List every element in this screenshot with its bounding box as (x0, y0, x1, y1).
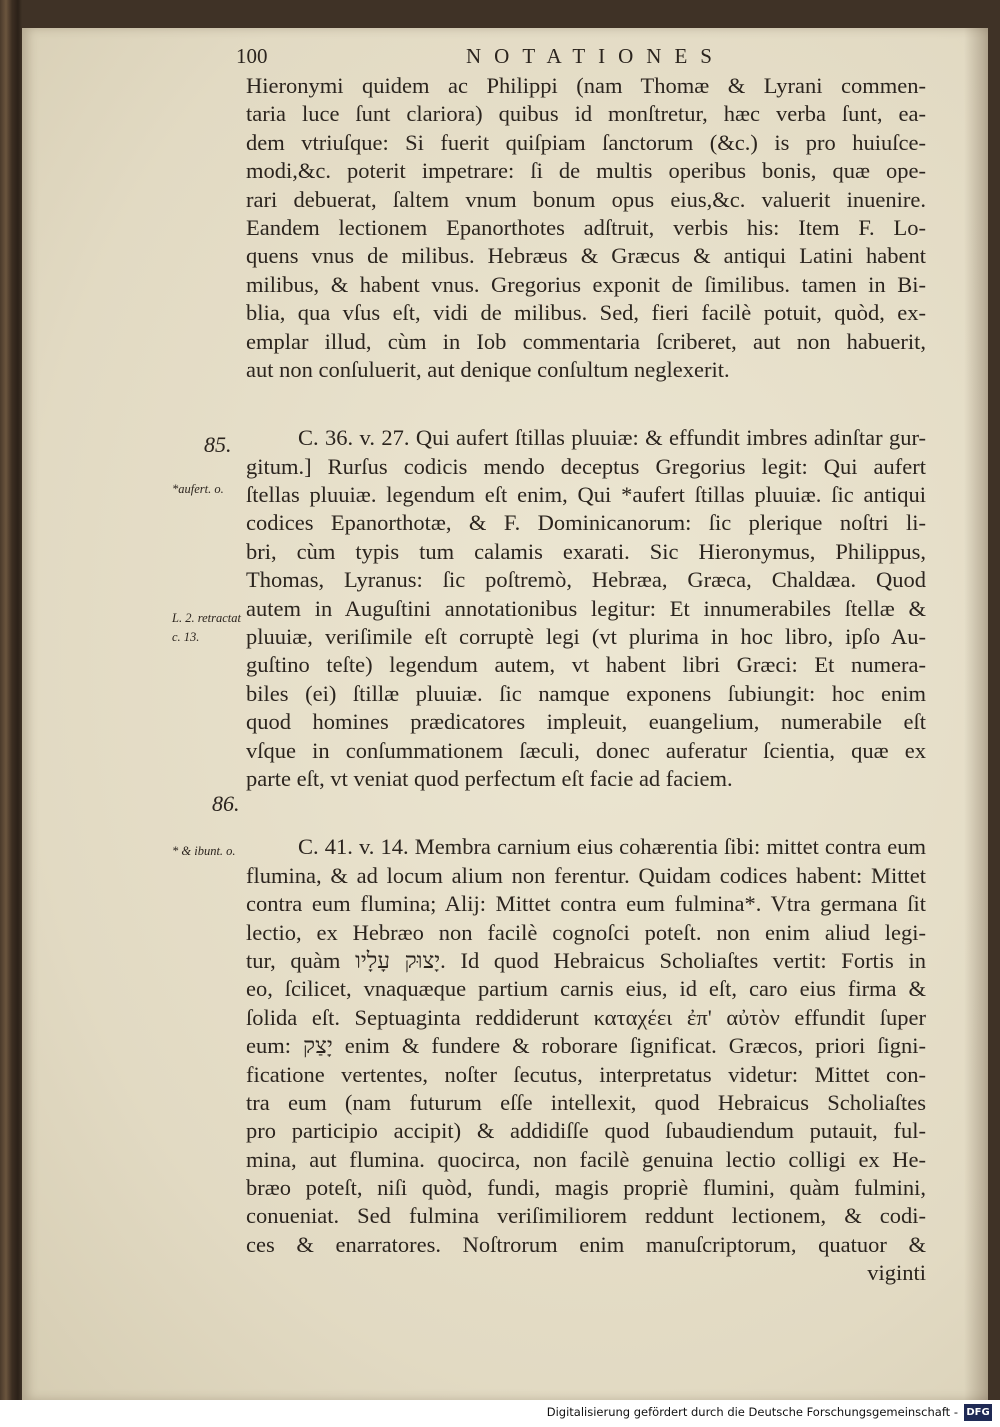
text-line: eo, ſcilicet, vnaquæque partium carnis eius, id eſt, caro eius firma & (246, 976, 926, 1002)
margin-note-85: 85. (204, 432, 232, 457)
margin-note-retractat-chapter: c. 13. (172, 630, 200, 644)
text-line: rari debuerat, ſaltem vnum bonum opus eius,&c. valuerit inuenire. (246, 186, 926, 212)
text-line: aut non conſuluerit, aut denique conſultum neglexerit. (246, 356, 730, 382)
text-line: Thomas, Lyranus: ſic poſtremò, Hebræa, Græca, Chaldæa. Quod (246, 567, 926, 593)
text-line: tur, quàm יָצוּק עָלָיו. Id quod Hebraicus Scholiaſtes vertit: Fortis in (246, 947, 926, 973)
text-line: modi,&c. poterit impetrare: ſi de multis operibus bonis, quæ ope- (246, 158, 926, 184)
text-line: ces & enarratores. Noſtrorum enim manuſcriptorum, quatuor & (246, 1231, 926, 1257)
text-line: parte eſt, vt veniat quod perfectum eſt facie ad faciem. (246, 765, 733, 791)
funding-notice: Digitalisierung gefördert durch die Deutsche Forschungsgemeinschaft - (546, 1405, 958, 1419)
running-title: NOTATIONES (466, 44, 725, 68)
text-line: Hieronymi quidem ac Philippi (nam Thomæ & Lyrani commen- (246, 73, 926, 98)
margin-note-86: 86. (212, 791, 240, 816)
paragraph-1 (246, 72, 926, 384)
text-line: C. 36. v. 27. Qui aufert ſtillas pluuiæ: & effundit imbres adinſtar gur- (298, 425, 926, 451)
margin-note-retractat: L. 2. retractat (172, 611, 241, 625)
text-line: gitum.] Rurſus codicis mendo deceptus Gregorius legit: Qui aufert (246, 453, 926, 479)
text-line: ſtellas pluuiæ. legendum eſt enim, Qui *aufert ſtillas pluuiæ. ſic antiqui (246, 482, 926, 508)
text-line: pluuiæ, veriſimile eſt corruptè legi (vt plurima in hoc libro, ipſo Au- (246, 624, 926, 650)
text-line: flumina, & ad locum alium non ferentur. Quidam codices habent: Mittet (246, 862, 926, 888)
text-line: codices Epanorthotæ, & F. Dominicanorum: ſic plerique noſtri li- (246, 510, 926, 536)
text-line: vſque in conſummationem ſæculi, donec auferatur ſcientia, quæ ex (246, 737, 926, 763)
text-line: bræo poteſt, niſi quòd, fundi, magis propriè flumini, quàm fulmini, (246, 1175, 926, 1201)
margin-note-aufert: *aufert. o. (172, 482, 224, 496)
catchword: viginti (867, 1260, 926, 1286)
text-line: milibus, & habent vnus. Gregorius exponit de ſimilibus. tamen in Bi- (246, 271, 926, 297)
text-line: contra eum flumina; Alij: Mittet contra eum fulmina*. Vtra germana ſit (246, 891, 926, 917)
text-line: quens vnus de milibus. Hebræus & Græcus & antiqui Latini habent (246, 243, 926, 269)
paragraph-2 (246, 424, 926, 793)
body-text (246, 72, 926, 1288)
footer-bar (0, 1400, 1000, 1427)
text-line: lectio, ex Hebræo non facilè cognoſci poteſt. non enim aliud legi- (246, 919, 926, 945)
text-line: conueniat. Sed fulmina veriſimiliorem reddunt lectionem, & codi- (246, 1203, 926, 1229)
page-gutter-shadow (964, 28, 988, 1400)
text-line: dem vtriuſque: Si fuerit quiſpiam ſanctorum (&c.) is pro huiuſce- (246, 129, 926, 155)
text-line: biles (ei) ſtillæ pluuiæ. ſic namque exponens ſubiungit: hoc enim (246, 680, 926, 706)
text-line: tra eum (nam futurum eſſe intellexit, quod Hebraicus Scholiaſtes (246, 1089, 926, 1115)
text-line: bri, cùm typis tum calamis exarati. Sic Hieronymus, Philippus, (246, 538, 926, 564)
text-line: blia, qua vſus eſt, vidi de milibus. Sed, fieri facilè potuit, quòd, ex- (246, 300, 926, 326)
text-line: pro participio accipit) & addidiſſe quod ſubaudiendum putauit, ful- (246, 1118, 926, 1144)
page-number: 100 (236, 44, 268, 68)
text-line: guſtino teſte) legendum autem, vt habent libri Græci: Et numera- (246, 652, 926, 678)
text-line: C. 41. v. 14. Membra carnium eius cohærentia ſibi: mittet contra eum (298, 834, 926, 860)
text-line: emplar illud, cùm in Iob commentaria ſcriberet, aut non habuerit, (246, 328, 926, 354)
text-line: quod homines prædicatores impleuit, euangelium, numerabile eſt (246, 709, 926, 735)
text-line: eum: יָצַק enim & fundere & roborare ſignificat. Græcos, priori ſigni- (246, 1033, 926, 1059)
dfg-logo-icon: DFG (964, 1404, 992, 1421)
text-line: ſolida eſt. Septuaginta reddiderunt καταχέει ἐπ' αὐτὸν effundit ſuper (246, 1004, 926, 1030)
text-line: autem in Auguſtini annotationibus legitur: Et innumerabiles ſtellæ & (246, 595, 926, 621)
text-line: taria luce ſunt clariora) quibus id monſtretur, hæc verba ſunt, ea- (246, 101, 926, 127)
paragraph-3 (246, 833, 926, 1287)
text-line: Eandem lectionem Epanorthotes adſtruit, verbis his: Item F. Lo- (246, 214, 926, 240)
text-line: mina, aut flumina. quocirca, non facilè genuina lectio colligi ex He- (246, 1146, 926, 1172)
margin-note-ibunt: * & ibunt. o. (172, 844, 236, 858)
text-line: ficatione vertentes, noſter ſecutus, interpretatus videtur: Mittet con- (246, 1061, 926, 1087)
